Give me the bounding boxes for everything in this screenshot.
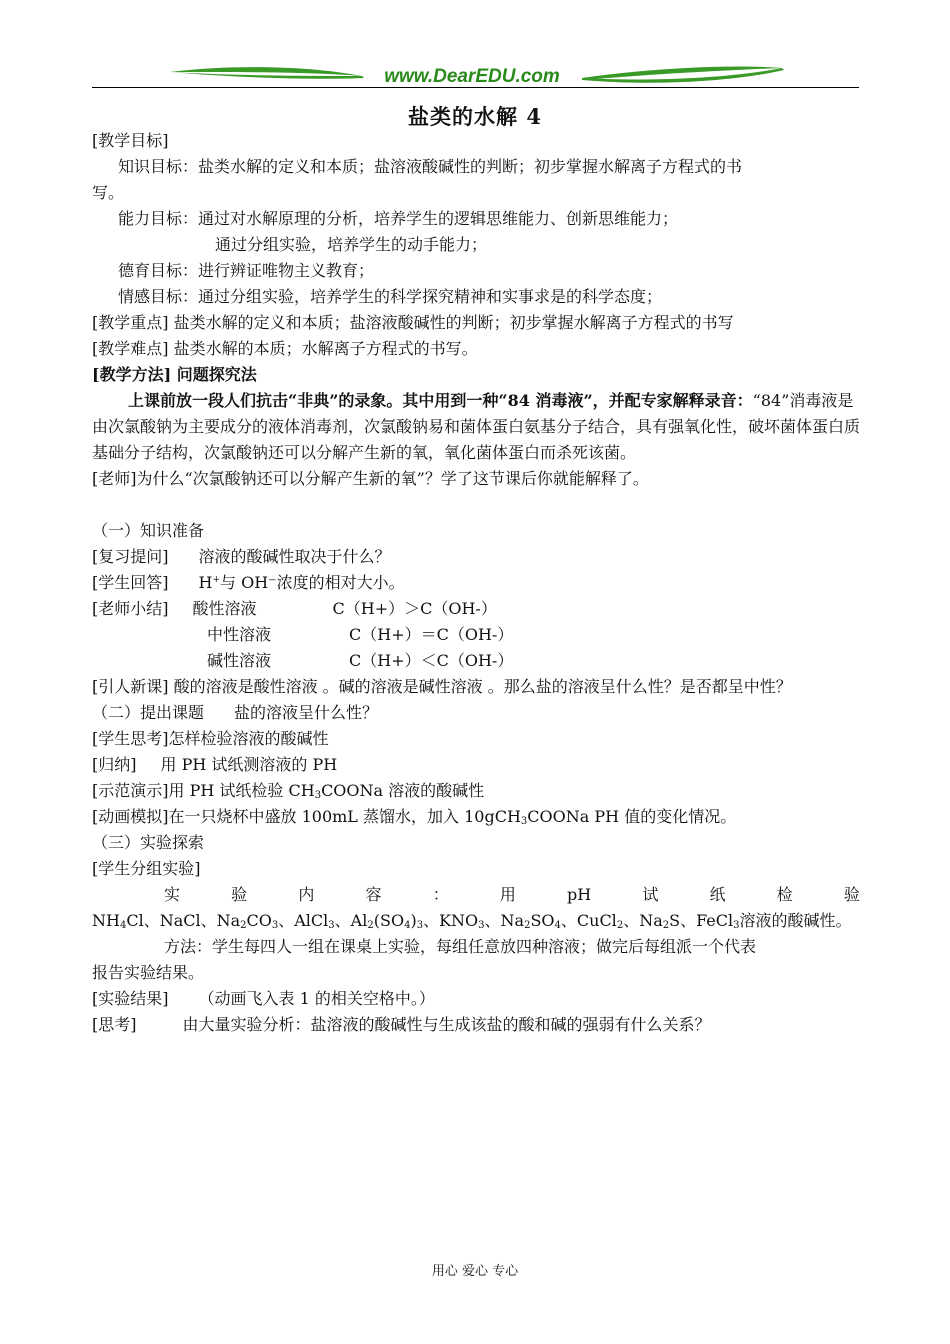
emotion-goal: 情感目标：通过分组实验，培养学生的科学探究精神和实事求是的科学态度；: [118, 287, 663, 306]
experiment-result: [实验结果] （动画飞入表 1 的相关空格中。）: [92, 989, 435, 1008]
experiment-word: 实: [164, 885, 181, 904]
salts-list: $NH_4Cl$、NaCl、$Na_2CO_3$、AlCl$_3$、$Al_2(SO_4)_3$、$KNO_3$、$Na_2SO_4$、CuCl$_2$、$Na_2S$、FeCl$_3$溶液的酸碱性。: [92, 911, 852, 931]
animation: [动画模拟]在一只烧杯中盛放 100mL 蒸馏水，加入 10gCH$_3$COONa PH 值的变化情况。: [92, 807, 737, 827]
experiment-word: 容: [365, 885, 382, 904]
teacher-question: [老师]为什么“次氯酸钠还可以分解产生新的氧”？学了这节课后你就能解释了。: [92, 469, 649, 488]
experiment-word: 验: [231, 885, 248, 904]
header-banner: [92, 62, 859, 88]
induce: [归纳] 用 PH 试纸测溶液的 PH: [92, 755, 338, 774]
ability-goal: 能力目标：通过对水解原理的分析，培养学生的逻辑思维能力、创新思维能力；: [118, 209, 679, 228]
difficulties: [教学难点] 盐类水解的本质；水解离子方程式的书写。: [92, 339, 478, 358]
document-body: [92, 128, 860, 1038]
base-row: 碱性溶液 C（H+）＜C（OH-）: [207, 651, 514, 670]
teaching-method: [教学方法] 问题探究法: [92, 365, 257, 384]
student-answer: [学生回答] H+与 OH⁻浓度的相对大小。: [92, 573, 405, 592]
logo-text: www.DearEDU.com: [384, 66, 560, 87]
experiment-word: 用: [499, 885, 516, 904]
experiment-word: 验: [843, 885, 860, 904]
experiment-word: 试: [642, 885, 659, 904]
key-points: [教学重点] 盐类水解的定义和本质；盐溶液酸碱性的判断；初步掌握水解离子方程式的书写: [92, 313, 734, 332]
method-text: 方法：学生每四人一组在课桌上实验，每组任意放四种溶液；做完后每组派一个代表: [164, 937, 757, 956]
review-question: [复习提问] 溶液的酸碱性取决于什么？: [92, 547, 391, 566]
page-title: 盐类的水解 4: [408, 104, 542, 129]
experiment-word: 检: [776, 885, 793, 904]
method-text-cont: 报告实验结果。: [92, 963, 205, 982]
moral-goal: 德育目标：进行辨证唯物主义教育；: [118, 261, 375, 280]
header-rule: [92, 87, 859, 88]
logo-swoosh-icon: [92, 62, 859, 88]
experiment-content-line: [92, 882, 860, 908]
part-two-heading: （二）提出课题 盐的溶液呈什么性？: [92, 703, 379, 722]
footer-slogan: 用心 爱心 专心: [431, 1264, 519, 1279]
intro-paragraph: [92, 388, 860, 466]
experiment-word: 纸: [709, 885, 726, 904]
experiment-word: ：: [432, 885, 449, 904]
knowledge-goal-cont: 写。: [92, 183, 125, 202]
intro-bold: 上课前放一段人们抗击“非典”的录象。其中用到一种“84 消毒液”，并配专家解释录音：: [128, 391, 753, 410]
demo: [示范演示]用 PH 试纸检验 $CH_3COONa$ 溶液的酸碱性: [92, 781, 485, 801]
teacher-summary: [老师小结] 酸性溶液 C（H+）＞C（OH-）: [92, 599, 497, 618]
group-experiment-label: [学生分组实验]: [92, 859, 201, 878]
goals-label: [教学目标]: [92, 131, 169, 150]
part-one-heading: （一）知识准备: [92, 521, 205, 540]
new-lesson: [引人新课] 酸的溶液是酸性溶液 。碱的溶液是碱性溶液 。那么盐的溶液呈什么性？是否都呈中性？: [92, 677, 792, 696]
ability-goal-cont: 通过分组实验，培养学生的动手能力；: [215, 235, 488, 254]
neutral-row: 中性溶液 C（H+）＝C（OH-）: [207, 625, 514, 644]
experiment-word: 内: [298, 885, 315, 904]
experiment-word: pH: [567, 885, 592, 904]
part-three-heading: （三）实验探索: [92, 833, 205, 852]
ponder: [思考] 由大量实验分析：盐溶液的酸碱性与生成该盐的酸和碱的强弱有什么关系？: [92, 1015, 711, 1034]
knowledge-goal: 知识目标：盐类水解的定义和本质；盐溶液酸碱性的判断；初步掌握水解离子方程式的书: [118, 157, 743, 176]
student-think: [学生思考]怎样检验溶液的酸碱性: [92, 729, 329, 748]
intro-text: “84”消毒液是由次氯酸钠为主要成分的液体消毒剂，次氯酸钠易和菌体蛋白氨基分子结合，具有强氧化性，破坏菌体蛋白质基础分子结构，次氯酸钠还可以分解产生新的氧，氧化菌体蛋白而杀死该菌。: [92, 391, 861, 462]
